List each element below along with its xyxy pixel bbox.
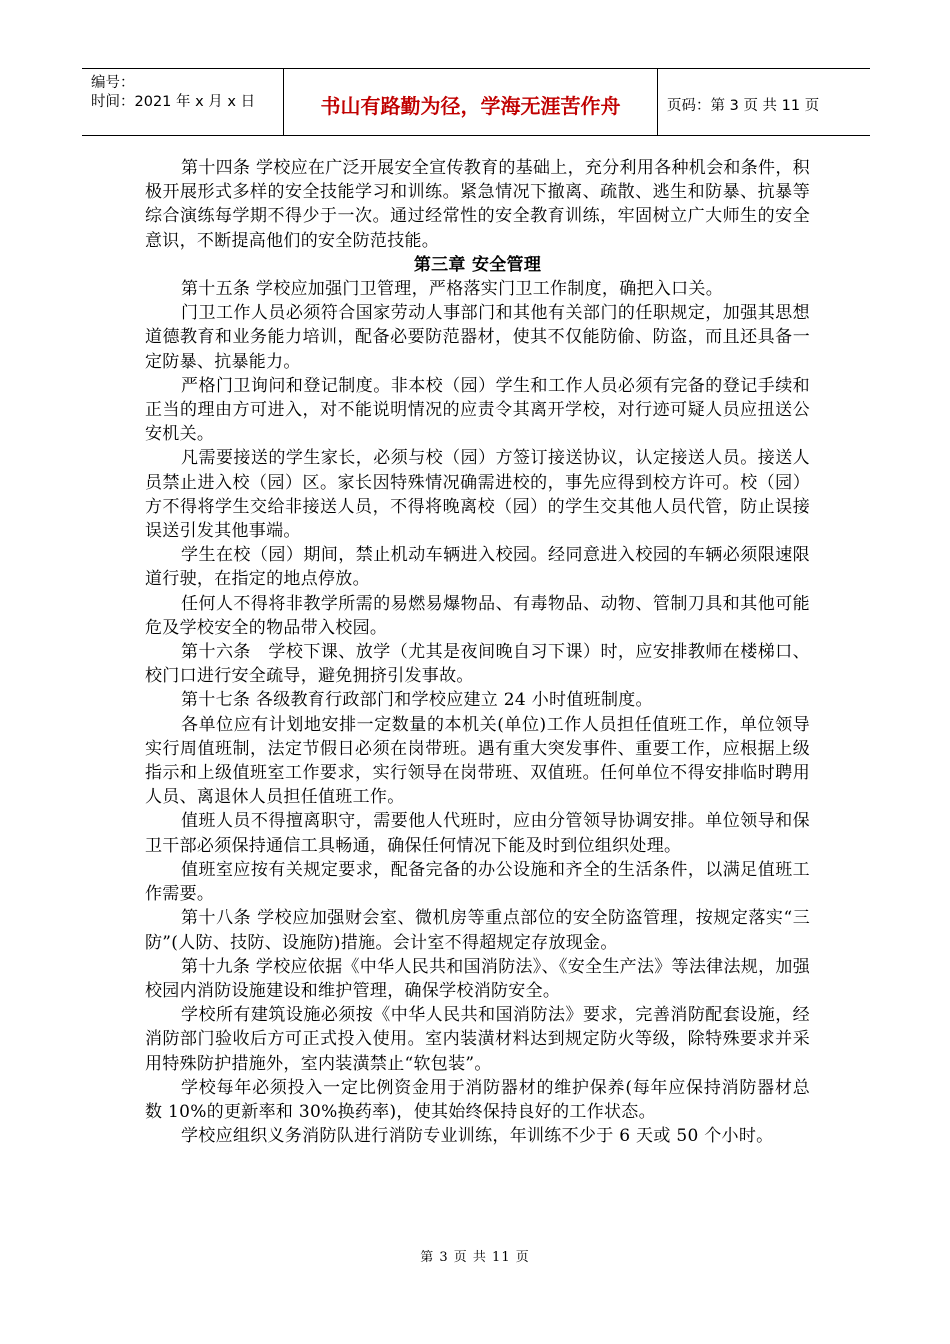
- document-number-label: 编号：: [91, 75, 135, 91]
- body-paragraph: 学校每年必须投入一定比例资金用于消防器材的维护保养(每年应保持消防器材总数 10%的更新率和 30%换药率)，使其始终保持良好的工作状态。: [145, 1077, 810, 1122]
- page-footer: [0, 1246, 950, 1265]
- article-14-paragraph: 第十四条 学校应在广泛开展安全宣传教育的基础上，充分利用各种机会和条件，积极开展形式多样的安全技能学习和训练。紧急情况下撤离、疏散、逃生和防暴、抗暴等综合演练每学期不得少于一次。通过经常性的安全教育训练，牢固树立广大师生的安全意识，不断提高他们的安全防范技能。: [145, 158, 810, 251]
- chapter-heading: 第三章 安全管理: [413, 254, 542, 275]
- body-paragraph: 学生在校（园）期间，禁止机动车辆进入校园。经同意进入校园的车辆必须限速限道行驶，在指定的地点停放。: [145, 545, 810, 590]
- header-page-cell: [658, 69, 870, 135]
- article-18-paragraph: 第十八条 学校应加强财会室、微机房等重点部位的安全防盗管理，按规定落实“三防”(人防、技防、设施防)措施。会计室不得超规定存放现金。: [145, 908, 810, 953]
- body-paragraph: 各单位应有计划地安排一定数量的本机关(单位)工作人员担任值班工作，单位领导实行周值班制，法定节假日必须在岗带班。遇有重大突发事件、重要工作，应根据上级指示和上级值班室工作要求，实行领导在岗带班、双值班。任何单位不得安排临时聘用人员、离退休人员担任值班工作。: [145, 714, 810, 808]
- body-paragraph: 门卫工作人员必须符合国家劳动人事部门和其他有关部门的任职规定，加强其思想道德教育和业务能力培训，配备必要防范器材，使其不仅能防偷、防盗，而且还具备一定防暴、抗暴能力。: [145, 303, 810, 372]
- header-meta-cell: [82, 69, 284, 135]
- header-page-label: 页码：第 3 页 共 11 页: [667, 97, 820, 114]
- document-body: [145, 156, 810, 1148]
- article-16-paragraph: 第十六条 学校下课、放学（尤其是夜间晚自习下课）时，应安排教师在楼梯口、校门口进行安全疏导，避免拥挤引发事故。: [145, 642, 810, 687]
- article-15-paragraph: 第十五条 学校应加强门卫管理，严格落实门卫工作制度，确把入口关。: [181, 279, 724, 300]
- footer-page-number: 第 3 页 共 11 页: [420, 1250, 530, 1265]
- article-19-paragraph: 第十九条 学校应依据《中华人民共和国消防法》、《安全生产法》等法律法规，加强校园内消防设施建设和维护管理，确保学校消防安全。: [145, 956, 810, 1001]
- body-paragraph: 凡需要接送的学生家长，必须与校（园）方签订接送协议，认定接送人员。接送人员禁止进入校（园）区。家长因特殊情况确需进校的，事先应得到校方许可。校（园）方不得将学生交给非接送人员，不得将晚离校（园）的学生交其他人员代管，防止误接误送引发其他事端。: [145, 448, 810, 542]
- body-paragraph: 值班室应按有关规定要求，配备完备的办公设施和齐全的生活条件，以满足值班工作需要。: [145, 859, 810, 905]
- body-paragraph: 学校应组织义务消防队进行消防专业训练，年训练不少于 6 天或 50 个小时。: [181, 1126, 774, 1147]
- article-17-paragraph: 第十七条 各级教育行政部门和学校应建立 24 小时值班制度。: [181, 690, 653, 711]
- header-motto: 书山有路勤为径，学海无涯苦作舟: [320, 93, 621, 118]
- body-paragraph: 值班人员不得擅离职守，需要他人代班时，应由分管领导协调安排。单位领导和保卫干部必须保持通信工具畅通，确保任何情况下能及时到位组织处理。: [145, 811, 810, 856]
- body-paragraph: 严格门卫询问和登记制度。非本校（园）学生和工作人员必须有完备的登记手续和正当的理由方可进入，对不能说明情况的应责令其离开学校，对行迹可疑人员应扭送公安机关。: [145, 375, 810, 445]
- page-header: [82, 68, 870, 136]
- body-paragraph: 任何人不得将非教学所需的易燃易爆物品、有毒物品、动物、管制刀具和其他可能危及学校安全的物品带入校园。: [145, 593, 810, 638]
- body-paragraph: 学校所有建筑设施必须按《中华人民共和国消防法》要求，完善消防配套设施，经消防部门验收后方可正式投入使用。室内装潢材料达到规定防火等级，除特殊要求并采用特殊防护措施外，室内装潢禁止“软包装”。: [145, 1005, 810, 1074]
- document-date-label: 时间：2021 年 x 月 x 日: [91, 94, 256, 110]
- header-motto-cell: [284, 69, 658, 135]
